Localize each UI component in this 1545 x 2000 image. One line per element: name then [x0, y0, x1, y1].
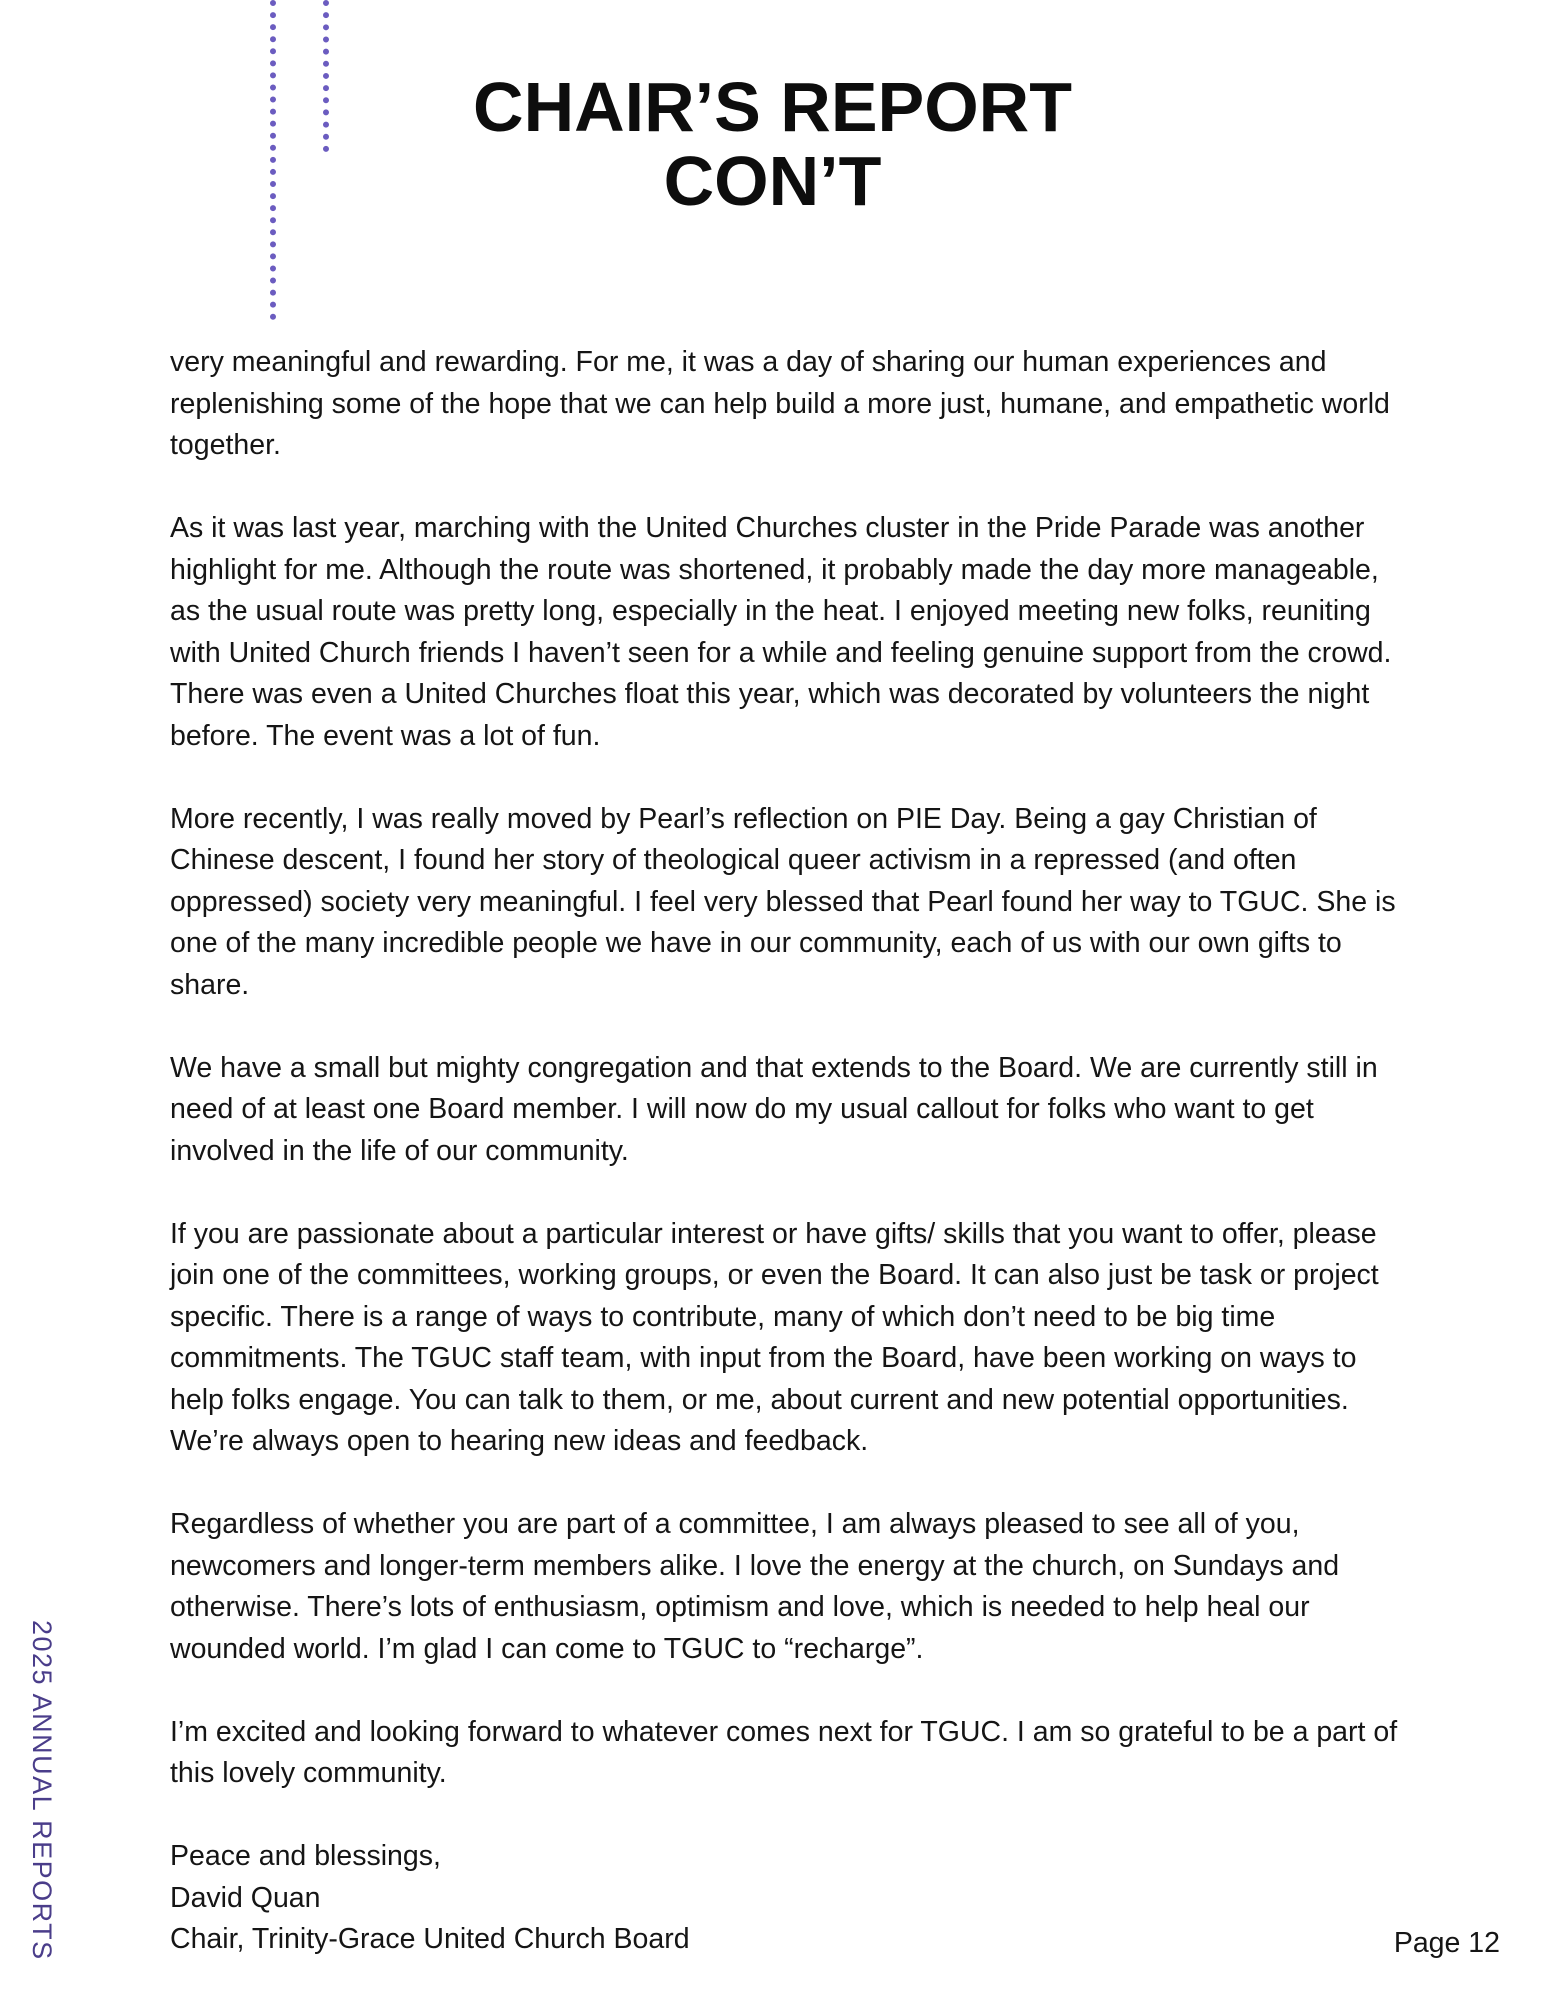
- paragraph-5: If you are passionate about a particular interest or have gifts/ skills that you want to offer, please join one of the committees, working groups, or even the Board. It can also just be task or project specific. There is a range of ways to contribute, many of which don’t need to be big time commitments. The TGUC staff team, with input from the Board, have been working on ways to help folks engage. You can talk to them, or me, about current and new potential opportunities. We’re always open to hearing new ideas and feedback.: [170, 1217, 1379, 1457]
- paragraph-3: More recently, I was really moved by Pearl’s reflection on PIE Day. Being a gay Christian of Chinese descent, I found her story of theological queer activism in a repressed (and often oppressed) society very meaningful. I feel very blessed that Pearl found her way to TGUC. She is one of the many incredible people we have in our community, each of us with our own gifts to share.: [170, 802, 1396, 1001]
- paragraph-7: I’m excited and looking forward to whatever comes next for TGUC. I am so grateful to be a part of this lovely community.: [170, 1715, 1398, 1789]
- signature-closing: Peace and blessings,: [170, 1840, 441, 1872]
- page-number: Page 12: [1393, 1927, 1500, 1959]
- page-title-line-1: CHAIR’S REPORT: [473, 68, 1072, 146]
- paragraph-2: As it was last year, marching with the United Churches cluster in the Pride Parade was another highlight for me. Although the route was shortened, it probably made the day more manageable, as the usual route was pretty long, especially in the heat. I enjoyed meeting new folks, reuniting with United Church friends I haven’t seen for a while and feeling genuine support from the crowd. There was even a United Churches float this year, which was decorated by volunteers the night before. The event was a lot of fun.: [170, 512, 1392, 752]
- page-title: [0, 70, 1545, 218]
- signature-name: David Quan: [170, 1881, 321, 1914]
- paragraph-6: Regardless of whether you are part of a committee, I am always pleased to see all of you, newcomers and longer-term members alike. I love the energy at the church, on Sundays and otherwise. There’s lots of enthusiasm, optimism and love, which is needed to help heal our wounded world. I’m glad I can come to TGUC to “recharge”.: [170, 1508, 1340, 1665]
- paragraph-4: We have a small but mighty congregation and that extends to the Board. We are currently still in need of at least one Board member. I will now do my usual callout for folks who want to get involved in the life of our community.: [170, 1051, 1378, 1167]
- report-body: [170, 342, 1400, 1961]
- annual-reports-side-label: 2025 ANNUAL REPORTS: [27, 1620, 57, 1961]
- paragraph-1: very meaningful and rewarding. For me, it was a day of sharing our human experiences and replenishing some of the hope that we can help build a more just, humane, and empathetic world together.: [170, 346, 1390, 461]
- page-title-line-2: CON’T: [663, 142, 882, 220]
- signature-role: Chair, Trinity-Grace United Church Board: [170, 1923, 690, 1955]
